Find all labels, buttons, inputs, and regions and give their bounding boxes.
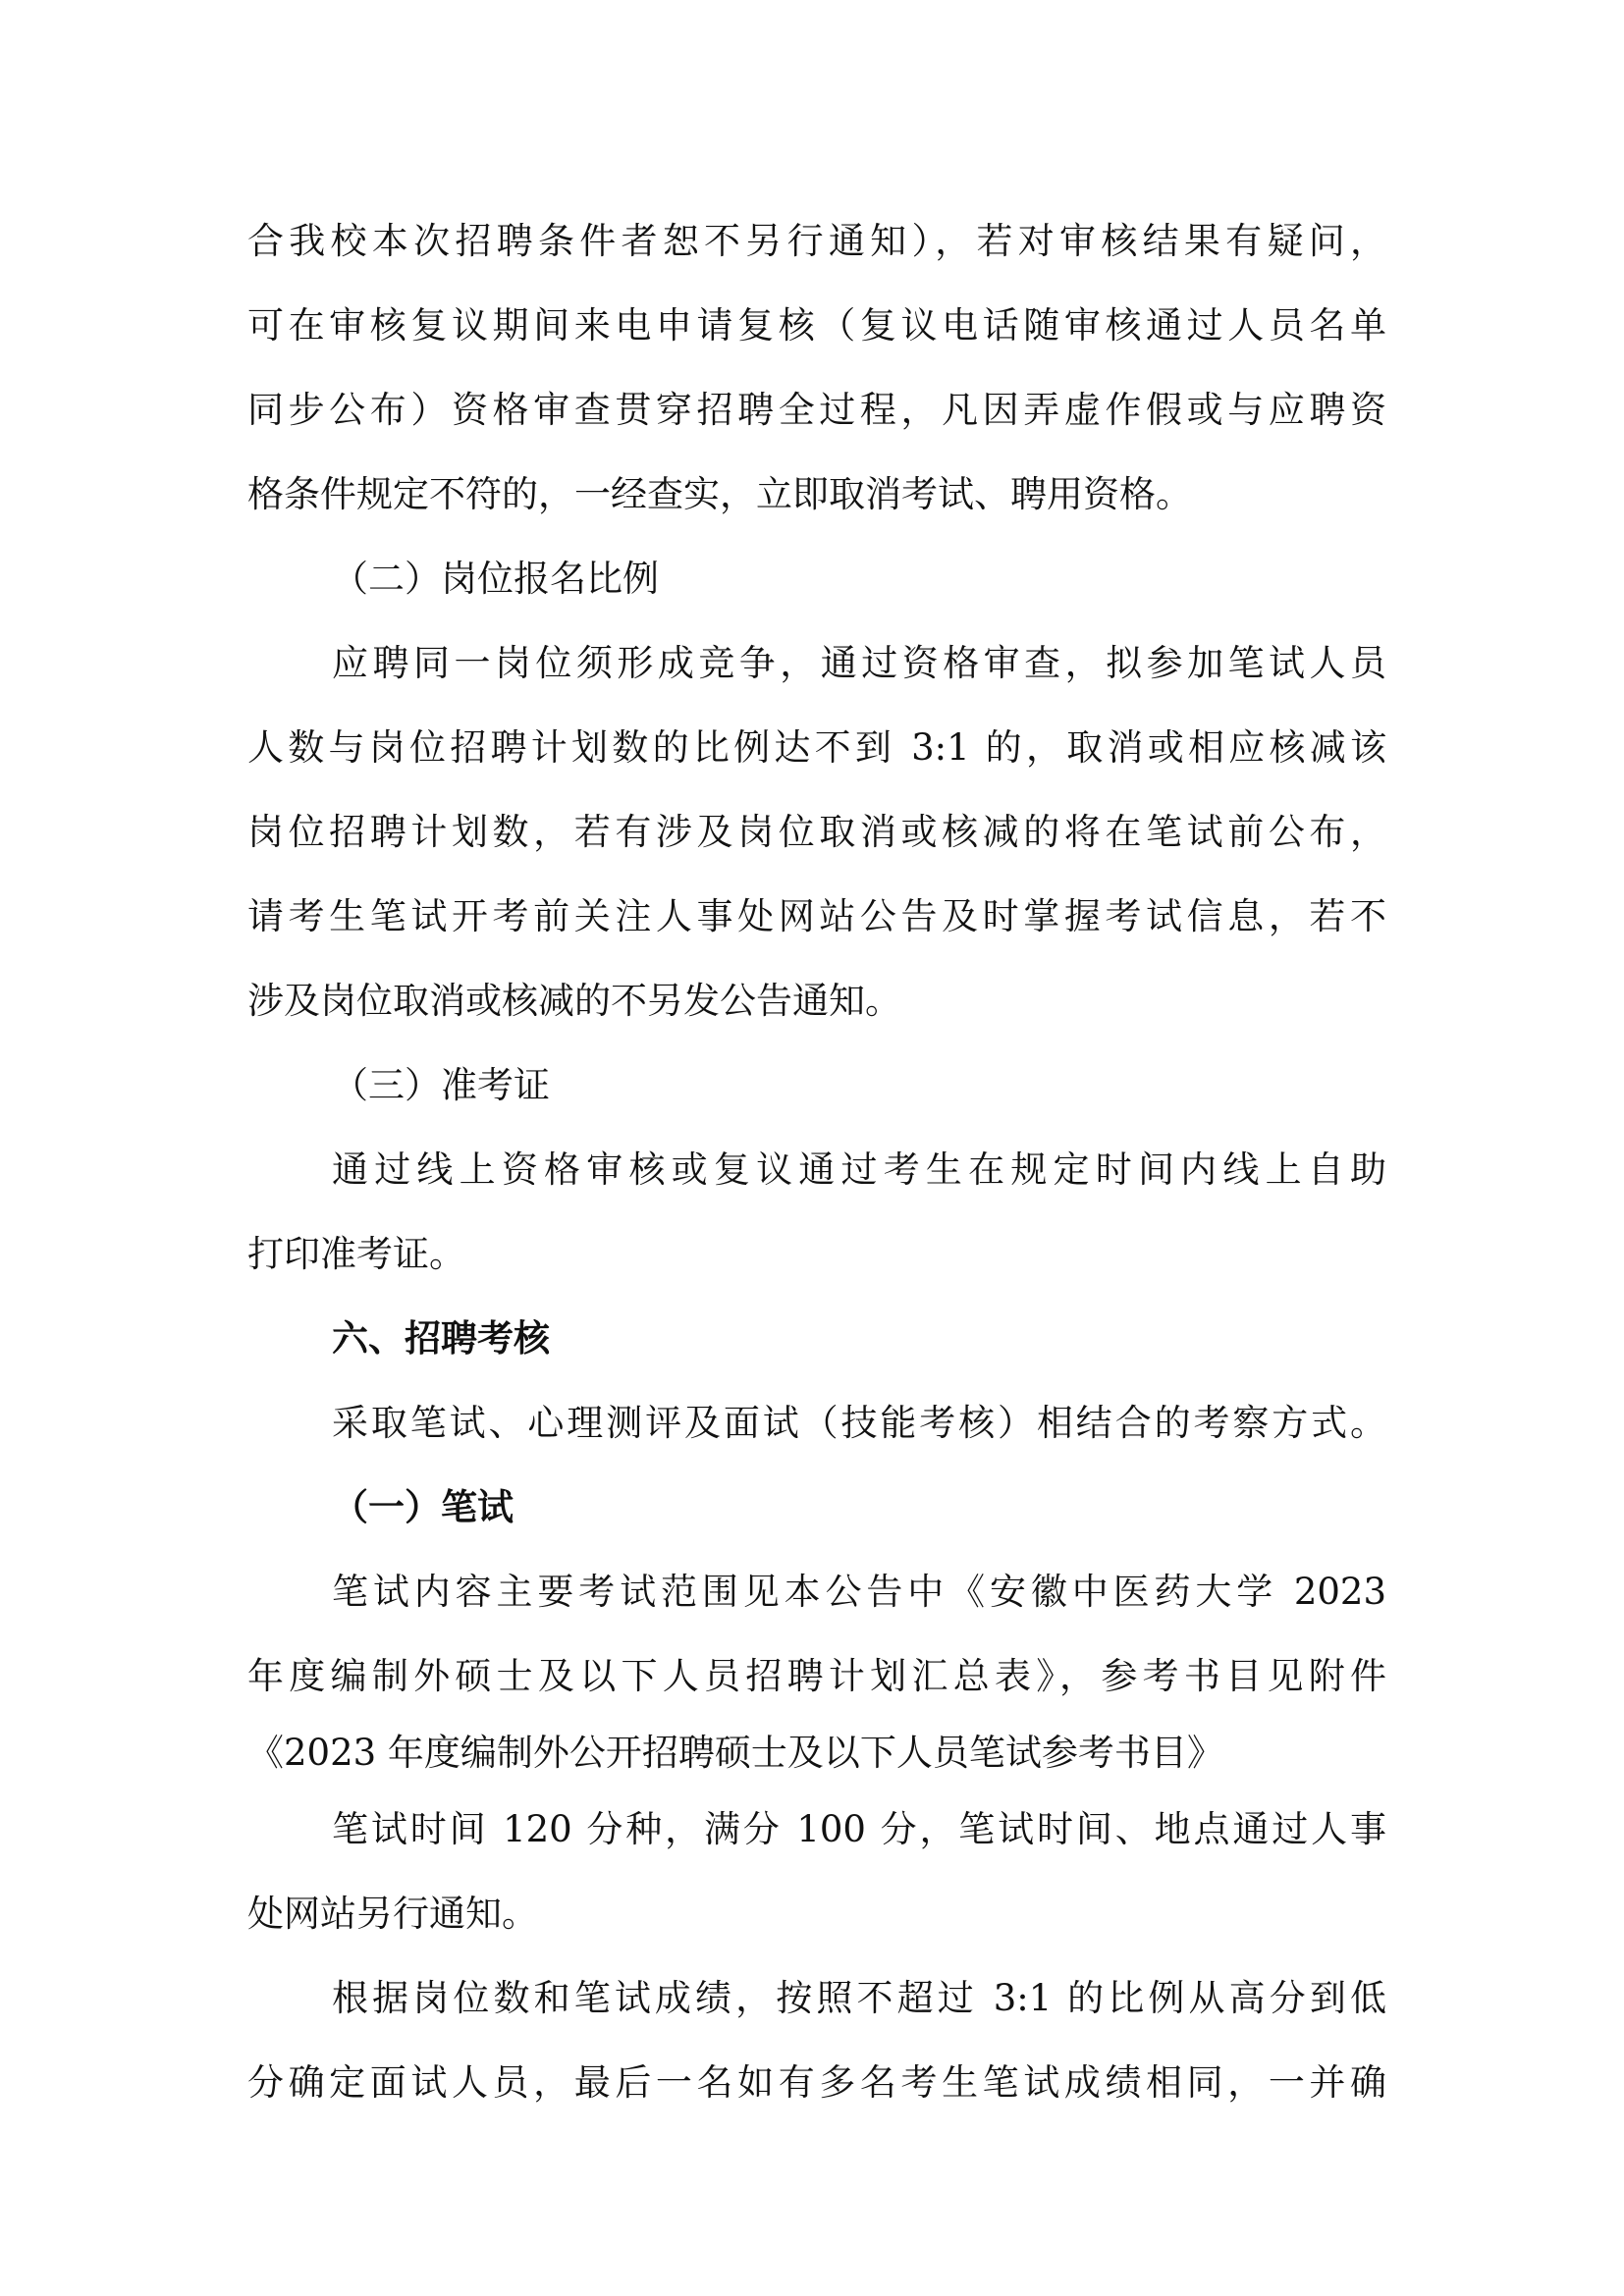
paragraph-line: 笔试内容主要考试范围见本公告中《安徽中医药大学 2023 [332,1571,1386,1613]
paragraph-line: 处网站另行通知。 [247,1893,538,1935]
section-heading: （三）准考证 [332,1064,550,1106]
paragraph-line: 根据岗位数和笔试成绩，按照不超过 3:1 的比例从高分到低 [332,1977,1386,2019]
paragraph-line: 可在审核复议期间来电申请复核（复议电话随审核通过人员名单 [247,304,1386,347]
paragraph-line: 笔试时间 120 分种，满分 100 分，笔试时间、地点通过人事 [332,1808,1386,1850]
paragraph-line: 人数与岗位招聘计划数的比例达不到 3:1 的，取消或相应核减该 [247,726,1386,769]
paragraph-line: 应聘同一岗位须形成竞争，通过资格审查，拟参加笔试人员 [332,642,1386,684]
paragraph-line: 通过线上资格审核或复议通过考生在规定时间内线上自助 [332,1148,1386,1191]
paragraph-line: 打印准考证。 [247,1233,465,1275]
section-heading: （一）笔试 [332,1486,514,1528]
paragraph-line: 年度编制外硕士及以下人员招聘计划汇总表》，参考书目见附件 [247,1655,1386,1697]
paragraph-line: 涉及岗位取消或核减的不另发公告通知。 [247,980,901,1022]
section-heading: （二）岗位报名比例 [332,558,659,600]
chapter-heading: 六、招聘考核 [332,1317,550,1360]
paragraph-line: 合我校本次招聘条件者恕不另行通知），若对审核结果有疑问， [247,220,1386,262]
paragraph-line: 分确定面试人员，最后一名如有多名考生笔试成绩相同，一并确 [247,2061,1386,2104]
paragraph-line: 采取笔试、心理测评及面试（技能考核）相结合的考察方式。 [332,1402,1386,1444]
paragraph-line: 同步公布）资格审查贯穿招聘全过程，凡因弄虚作假或与应聘资 [247,389,1386,431]
paragraph-line: 《2023 年度编制外公开招聘硕士及以下人员笔试参考书目》 [247,1732,1223,1774]
paragraph-line: 岗位招聘计划数，若有涉及岗位取消或核减的将在笔试前公布， [247,811,1386,853]
paragraph-line: 格条件规定不符的，一经查实，立即取消考试、聘用资格。 [247,473,1192,515]
paragraph-line: 请考生笔试开考前关注人事处网站公告及时掌握考试信息，若不 [247,895,1386,937]
